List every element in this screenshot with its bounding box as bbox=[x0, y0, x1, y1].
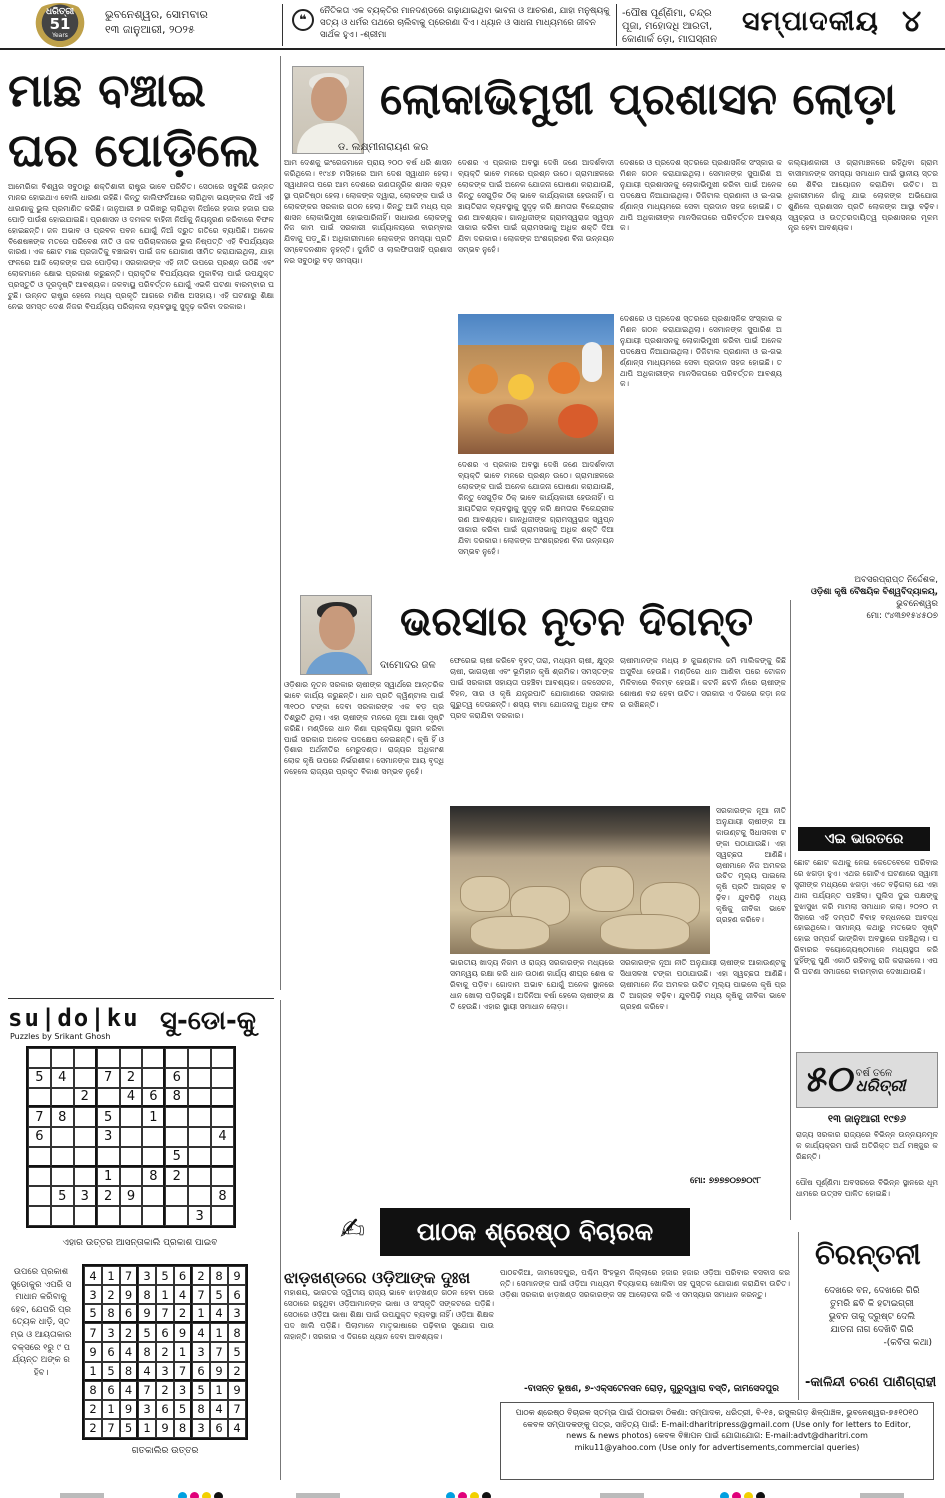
masthead-divider bbox=[616, 4, 617, 46]
sudoku-cell bbox=[28, 1048, 51, 1068]
chirantani-heading: ଚିରନ୍ତନୀ bbox=[815, 1238, 921, 1271]
sudoku-answer-cell: 2 bbox=[156, 1381, 174, 1400]
sudoku-cell: 3 bbox=[74, 1186, 97, 1206]
sudoku-cell bbox=[165, 1107, 188, 1127]
registration-dots bbox=[720, 1486, 768, 1495]
magenta-dot bbox=[458, 1492, 467, 1498]
sudoku-cell bbox=[188, 1127, 211, 1147]
sudoku-cell bbox=[74, 1167, 97, 1187]
sudoku-cell bbox=[188, 1107, 211, 1127]
sudoku-cell: 4 bbox=[211, 1127, 234, 1147]
sudoku-cell bbox=[28, 1206, 51, 1226]
sudoku-answer-cell: 6 bbox=[174, 1266, 192, 1285]
sudoku-answer-cell: 8 bbox=[102, 1304, 120, 1323]
sudoku-cell: 9 bbox=[120, 1186, 143, 1206]
sudoku-cell bbox=[211, 1068, 234, 1088]
sudoku-cell bbox=[142, 1147, 165, 1167]
registration-dots bbox=[178, 1486, 226, 1495]
main-body-col4: କଲ୍ୟାଣକାରୀ ଓ ଗ୍ରାମାଞ୍ଚଳରେ ରହିଥିବା ଗ୍ରାମବାସୀମାନଙ୍କ ସମସ୍ୟା ସମାଧାନ ପାଇଁ ସ୍ଥାନୀୟ ସ୍ତରରେ ଶିବିର ଆୟୋଜନ କରାଯିବା ଉଚିତ। ଅଧିକାରୀମାନେ ଗାଁକୁ ଯାଇ ଲୋକଙ୍କ ଅଭିଯୋଗ ଶୁଣିଲେ ପ୍ରଶାସନ ପ୍ରତି ଲୋକଙ୍କ ଆସ୍ଥା ବଢ଼ିବ। ସ୍ୱଚ୍ଛତା ଓ ଉତ୍ତରଦାୟିତ୍ୱ ପ୍ରଶାସନର ମୂଳମନ୍ତ୍ର ହେବା ଆବଶ୍ୟକ। bbox=[788, 158, 938, 233]
sudoku-answer-cell: 8 bbox=[138, 1342, 156, 1361]
sudoku-cell: 1 bbox=[97, 1167, 120, 1187]
issue-date-line2: ୧୩ ଜାନୁଆରୀ, ୨୦୨୫ bbox=[105, 23, 195, 36]
fifty-years-label: ବର୍ଷ ତଳେ bbox=[855, 1068, 893, 1079]
sudoku-cell bbox=[211, 1167, 234, 1187]
sudoku-answer-cell: 2 bbox=[156, 1342, 174, 1361]
editorial-body: ଆମେରିକା ବିଶ୍ୱର ସବୁଠାରୁ ଶକ୍ତିଶାଳୀ ରାଷ୍ଟ୍ର ଭାବେ ପରିଚିତ। ସେଠାରେ ସବୁକିଛି ଉନ୍ନତ ମାନର ହୋଇଥାଏ ବୋଲି ଧାରଣା ରହିଛି। କିନ୍ତୁ କାଲିଫର୍ନିଆରେ ଲାଗିଥିବା ଭୟଙ୍କର ନିଆଁ ଏହି ଧାରଣାକୁ ଭୁଲ ପ୍ରମାଣିତ କରିଛି। ଜାନୁଆରୀ ୭ ତାରିଖରୁ ଲାଗିଥିବା ନିଆଁରେ ହଜାର ହଜାର ଘର ପୋଡ଼ି ପାଉଁଶ ହୋଇଯାଇଛି। ପ୍ରଶାସନ ଓ ଦମକଳ ବାହିନୀ ନିଆଁକୁ ନିୟନ୍ତ୍ରଣ କରିବାରେ ବିଫଳ ହୋଇଛନ୍ତି। ଜଳ ଅଭାବ ଓ ପ୍ରବଳ ପବନ ଯୋଗୁଁ ନିଆଁ ଦ୍ରୁତ ଗତିରେ ବ୍ୟାପିଛି। ଅନେକ ବିଶେଷଜ୍ଞଙ୍କ ମତରେ ପରିବେଶ ନୀତି ଓ ଜଳ ପରିଚାଳନାରେ ଭୁଲ ନିଷ୍ପତ୍ତି ଏହି ବିପର୍ଯ୍ୟୟର କାରଣ। ଏକ ଛୋଟ ମାଛ ପ୍ରଜାତିକୁ ବଞ୍ଚାଇବା ପାଇଁ ଜଳ ଯୋଗାଣ ସୀମିତ କରାଯାଇଥିଲା, ଯାହା ଫଳରେ ଆଜି ଲୋକଙ୍କ ଘର ପୋଡ଼ିଲା। ସରକାରଙ୍କ ଏହି ନୀତି ଉପରେ ପ୍ରଶ୍ନ ଉଠିଛି ଏବଂ ଲୋକମାନେ କ୍ଷୋଭ ପ୍ରକାଶ କରୁଛନ୍ତି। ପ୍ରାକୃତିକ ବିପର୍ଯ୍ୟୟର ମୁକାବିଲା ପାଇଁ ଉପଯୁକ୍ତ ପ୍ରସ୍ତୁତି ଓ ଦୂରଦୃଷ୍ଟି ଆବଶ୍ୟକ। ଜଳବାୟୁ ପରିବର୍ତ୍ତନ ଯୋଗୁଁ ଏଭଳି ଘଟଣା ବାରମ୍ବାର ଘଟୁଛି। ଉନ୍ନତ ରାଷ୍ଟ୍ର ହେଲେ ମଧ୍ୟ ପ୍ରକୃତି ଆଗରେ ମଣିଷ ଅସହାୟ। ଏହି ଘଟଣାରୁ ଶିକ୍ଷା ନେଇ ସମସ୍ତ ଦେଶ ନିଜର ବିପର୍ଯ୍ୟୟ ପରିଚାଳନା ବ୍ୟବସ୍ଥାକୁ ସୁଦୃଢ଼ କରିବା ଦରକାର। bbox=[8, 182, 274, 311]
sudoku-answer-cell: 7 bbox=[228, 1400, 246, 1419]
sudoku-answer-cell: 7 bbox=[102, 1419, 120, 1438]
cyan-dot bbox=[720, 1492, 729, 1498]
daily-quote: ନୈତିକତା ଏକ ବ୍ୟକ୍ତିର ମାନଦଣ୍ଡରେ ଗଢ଼ାଯାଇଥିବା ଭାବନା ଓ ଆଚରଣ, ଯାହା ମନୁଷ୍ୟକୁ ସତ୍ୟ ଓ ଧର୍ମର ପଥରେ ଚାଲିବାକୁ ପ୍ରେରଣା ଦିଏ। ଧ୍ୟାନ ଓ ସାଧନା ମାଧ୍ୟମରେ ଜୀବନ ସାର୍ଥକ ହୁଏ। -ଶ୍ରୀମା bbox=[320, 6, 610, 40]
sudoku-answer-cell: 8 bbox=[84, 1381, 102, 1400]
fifty-years-banner bbox=[796, 1052, 938, 1108]
sudoku-cell: 6 bbox=[28, 1127, 51, 1147]
sudoku-answer-cell: 1 bbox=[84, 1362, 102, 1381]
sudoku-cell bbox=[74, 1206, 97, 1226]
author-phone: ମୋ: ୯୪୩୭୧୫୪୫୦୭ bbox=[866, 611, 938, 621]
anniversary-logo bbox=[28, 3, 92, 47]
sudoku-cell: 6 bbox=[165, 1068, 188, 1088]
sudoku-answer-cell: 1 bbox=[102, 1400, 120, 1419]
sudoku-answer-cell: 9 bbox=[174, 1323, 192, 1342]
sudoku-answer-cell: 8 bbox=[228, 1323, 246, 1342]
sudoku-instructions: ଉପରେ ପ୍ରକାଶ ସୁଡୋକୁର ଏପରି ସମାଧାନ କରିବାକୁ ହେବ, ଯେପରି ପ୍ରତ୍ୟେକ ଧାଡ଼ି, ସ୍ତମ୍ଭ ଓ ଆୟତାକାର ବକ୍ସରେ ୧ରୁ ୯ ପର୍ଯ୍ୟନ୍ତ ଅଙ୍କ ରହିବ। bbox=[10, 1267, 72, 1378]
sudoku-answer-cell: 1 bbox=[192, 1304, 210, 1323]
sudoku-cell bbox=[142, 1048, 165, 1068]
sudoku-cell bbox=[51, 1088, 74, 1108]
sudoku-answer-cell: 6 bbox=[192, 1362, 210, 1381]
sudoku-answer-caption: ଗତକାଲିର ଉତ୍ତର bbox=[131, 1446, 199, 1456]
sudoku-answer-cell: 5 bbox=[210, 1285, 228, 1304]
sudoku-puzzle-grid bbox=[26, 1046, 236, 1228]
sudoku-cell bbox=[97, 1088, 120, 1108]
sudoku-answer-cell: 1 bbox=[102, 1266, 120, 1285]
sudoku-cell bbox=[120, 1127, 143, 1147]
sudoku-cell: 3 bbox=[97, 1127, 120, 1147]
cyan-dot bbox=[446, 1492, 455, 1498]
spacer bbox=[284, 585, 786, 586]
sudoku-cell bbox=[142, 1186, 165, 1206]
sudoku-answer-cell: 7 bbox=[156, 1304, 174, 1323]
sudoku-cell: 2 bbox=[120, 1068, 143, 1088]
sudoku-answer-cell: 6 bbox=[210, 1419, 228, 1438]
day-notes: -ପୌଷ ପୂର୍ଣ୍ଣିମା, ଚନ୍ଦ୍ର ପୂଜା, ମହୋଦଧି ଆରତୀ, କୋଣାର୍କ ଡ଼ୋ, ମାଘସ୍ନାନ bbox=[622, 8, 718, 45]
magenta-dot bbox=[190, 1492, 199, 1498]
sudoku-answer-cell: 2 bbox=[102, 1285, 120, 1304]
pen-icon: ✍ bbox=[340, 1212, 366, 1247]
sudoku-cell: 8 bbox=[51, 1107, 74, 1127]
sudoku-cell bbox=[120, 1048, 143, 1068]
sudoku-cell bbox=[120, 1167, 143, 1187]
sudoku-answer-cell: 6 bbox=[102, 1381, 120, 1400]
sudoku-cell bbox=[188, 1186, 211, 1206]
main-body-col3: ଦେଶରେ ଓ ପ୍ରଦେଶ ସ୍ତରରେ ପ୍ରଶାସନିକ ସଂସ୍କାର କମିଶନ ଗଠନ କରାଯାଇଥିଲା। ସେମାନଙ୍କ ସୁପାରିଶ ଅନୁଯାୟୀ ପ୍ରଶାସନକୁ ଲୋକାଭିମୁଖୀ କରିବା ପାଇଁ ଅନେକ ପଦକ୍ଷେପ ନିଆଯାଇଥିଲା। ଡିଜିଟାଲ ପ୍ରଣାଳୀ ଓ ଇ-ଗଭର୍ଣ୍ଣାନ୍ସ ମାଧ୍ୟମରେ ସେବା ପ୍ରଦାନ ସହଜ ହୋଇଛି। ତଥାପି ଅଧିକାରୀଙ୍କ ମାନସିକତାରେ ପରିବର୍ତ୍ତନ ଆବଶ୍ୟକ। bbox=[620, 158, 782, 233]
sudoku-answer-cell: 7 bbox=[84, 1323, 102, 1342]
sudoku-answer-cell: 9 bbox=[210, 1362, 228, 1381]
poem-line: ଯାତନା ନାଗ ଦେଖିବି ଗିରି bbox=[830, 1325, 914, 1335]
sudoku-answer-cell: 2 bbox=[228, 1362, 246, 1381]
sudoku-answer-cell: 5 bbox=[138, 1323, 156, 1342]
sudoku-answer-cell: 4 bbox=[210, 1400, 228, 1419]
sudoku-cell bbox=[142, 1206, 165, 1226]
sudoku-answer-cell: 9 bbox=[120, 1285, 138, 1304]
sudoku-answer-cell: 3 bbox=[156, 1362, 174, 1381]
masthead bbox=[0, 0, 945, 50]
sudoku-answer-cell: 3 bbox=[84, 1285, 102, 1304]
sudoku-answer-cell: 6 bbox=[156, 1323, 174, 1342]
letter-signature: -ବାସନ୍ତ ଭୂଷଣ, ୭-ଏକ୍ସଟେନସନ ରୋଡ଼, ଗୁରୁଦ୍ୱାରା ବସ୍ତି, ଜାମସେଦପୁର bbox=[524, 1384, 779, 1394]
sudoku-answer-cell: 1 bbox=[138, 1419, 156, 1438]
sudoku-answer-cell: 4 bbox=[84, 1266, 102, 1285]
section-rule bbox=[8, 998, 274, 999]
registration-dots bbox=[446, 1486, 494, 1495]
sudoku-answer-cell: 4 bbox=[120, 1342, 138, 1361]
yellow-dot bbox=[470, 1492, 479, 1498]
sudoku-answer-cell: 2 bbox=[174, 1304, 192, 1323]
author-org: ଓଡ଼ିଶା କୃଷି ବୈଷୟିକ ବିଶ୍ୱବିଦ୍ୟାଳୟ, bbox=[811, 587, 938, 597]
sudoku-answer-cell: 1 bbox=[210, 1323, 228, 1342]
article2-col5: ଭାରତୀୟ ଖାଦ୍ୟ ନିଗମ ଓ ରାଜ୍ୟ ସରକାରଙ୍କ ମଧ୍ୟରେ ସମନ୍ୱୟ ରକ୍ଷା କରି ଧାନ ଉଠାଣ କାର୍ଯ୍ୟ ଶୀଘ୍ର ଶେଷ କରିବାକୁ ପଡ଼ିବ। ଗୋଦାମ ଅଭାବ ଯୋଗୁଁ ଅନେକ ସ୍ଥାନରେ ଧାନ ଖୋଲା ପଡ଼ିରହୁଛି। ଅଦିନିଆ ବର୍ଷା ହେଲେ ଚାଷୀଙ୍କ କ୍ଷତି ହେଉଛି। ଏହାର ସ୍ଥାୟୀ ସମାଧାନ ଲୋଡ଼ା। bbox=[450, 958, 614, 1011]
reader-heading: ପାଠକ ଶ୍ରେଷ୍ଠ ବିଚାରକ bbox=[380, 1208, 690, 1256]
sudoku-title: su|do|ku bbox=[8, 1004, 140, 1032]
sudoku-cell bbox=[97, 1147, 120, 1167]
sudoku-cell bbox=[165, 1127, 188, 1147]
article2-col1: ଓଡ଼ିଶାର ନୂତନ ସରକାର ଚାଷୀଙ୍କ ସ୍ୱାର୍ଥରେ ଆନ୍ତରିକ ଭାବେ କାର୍ଯ୍ୟ କରୁଛନ୍ତି। ଧାନ ପ୍ରତି କ୍ୱିଣ୍ଟାଲ ପାଇଁ ୩୧୦୦ ଟଙ୍କା ଦେବା ସରକାରଙ୍କ ଏକ ବଡ଼ ପ୍ରତିଶ୍ରୁତି ଥିଲା। ଏହା ଚାଷୀଙ୍କ ମନରେ ନୂଆ ଆଶା ସୃଷ୍ଟି କରିଛି। ମଣ୍ଡିରେ ଧାନ କିଣା ପ୍ରକ୍ରିୟା ସୁଗମ କରିବା ପାଇଁ ସରକାର ଅନେକ ପଦକ୍ଷେପ ନେଇଛନ୍ତି। କୃଷି ହିଁ ଓଡ଼ିଶାର ଅର୍ଥନୀତିର ମେରୁଦଣ୍ଡ। ରାଜ୍ୟର ଅଧିକାଂଶ ଲୋକ କୃଷି ଉପରେ ନିର୍ଭରଶୀଳ। ସେମାନଙ୍କ ଆୟ ବୃଦ୍ଧି ନହେଲେ ରାଜ୍ୟର ପ୍ରକୃତ ବିକାଶ ସମ୍ଭବ ନୁହେଁ। bbox=[284, 680, 444, 777]
sudoku-answer-cell: 9 bbox=[120, 1400, 138, 1419]
article2-phone: ମୋ: ୭୭୭୭୦୭୭୦୯୮ bbox=[690, 1176, 762, 1186]
sudoku-answer-cell: 7 bbox=[192, 1285, 210, 1304]
letter-body-col2: ପାଠଚକିଆ, ଜାମସେଦପୁର, ପଶ୍ଚିମ ସିଂହଭୂମ ଜିଲ୍ଲାରେ ହଜାର ହଜାର ଓଡ଼ିଆ ପରିବାର ବସବାସ କରନ୍ତି। ସେମାନଙ୍କ ପାଇଁ ଓଡ଼ିଆ ମାଧ୍ୟମ ବିଦ୍ୟାଳୟ ଖୋଲିବା ସହ ପୁସ୍ତକ ଯୋଗାଣ କରାଯିବା ଉଚିତ। ଓଡ଼ିଶା ସରକାର ଝାଡ଼ଖଣ୍ଡ ସରକାରଙ୍କ ସହ ଆଲୋଚନା କରି ଏ ସମସ୍ୟାର ସମାଧାନ କରନ୍ତୁ। bbox=[500, 1268, 790, 1299]
sudoku-cell bbox=[74, 1127, 97, 1147]
sudoku-cell: 5 bbox=[28, 1068, 51, 1088]
sudoku-answer-cell: 7 bbox=[138, 1381, 156, 1400]
sudoku-cell bbox=[188, 1048, 211, 1068]
sudoku-cell bbox=[120, 1206, 143, 1226]
sudoku-answer-cell: 6 bbox=[120, 1304, 138, 1323]
sudoku-cell bbox=[74, 1107, 97, 1127]
logo-years: 51 bbox=[49, 15, 71, 33]
sudoku-answer-cell: 3 bbox=[174, 1381, 192, 1400]
sudoku-answer-cell: 9 bbox=[84, 1342, 102, 1361]
registration-square bbox=[60, 1486, 104, 1495]
sudoku-cell bbox=[120, 1107, 143, 1127]
sudoku-cell bbox=[142, 1127, 165, 1147]
section-title: ସମ୍ପାଦକୀୟ bbox=[742, 6, 879, 37]
address-line2: କେବଳ ସମ୍ପାଦକଙ୍କୁ ପତ୍ର, ସାହିତ୍ୟ ପାଇଁ: E-mail:dharitripress@gmail.com (Use only for letters to Editor, bbox=[523, 1419, 911, 1429]
sudoku-cell bbox=[51, 1048, 74, 1068]
author-title: ଅବସରପ୍ରାପ୍ତ ନିର୍ଦ୍ଦେଶକ, bbox=[854, 575, 938, 585]
sudoku-answer-cell: 8 bbox=[174, 1419, 192, 1438]
logo-years-label: Years bbox=[52, 32, 68, 39]
sudoku-answer-cell: 7 bbox=[210, 1342, 228, 1361]
black-dot bbox=[214, 1492, 223, 1498]
sudoku-cell: 7 bbox=[97, 1068, 120, 1088]
sudoku-cell: 5 bbox=[165, 1147, 188, 1167]
masthead-divider bbox=[282, 4, 283, 46]
sudoku-answer-cell: 6 bbox=[102, 1342, 120, 1361]
article2-col3: ଚାଷୀମାନଙ୍କ ମଧ୍ୟ ୭ କୁଇଣ୍ଟାଲ ଜମି ମାଲିକଙ୍କୁ କିଛି ଅସୁବିଧା ହେଉଛି। ମଣ୍ଡିରେ ଧାନ ଆଣିବା ପରେ ଟୋକନ ମିଳିବାରେ ବିଳମ୍ବ ହେଉଛି। କଟନି ଛଟନି ନାଁରେ ଚାଷୀଙ୍କ ଶୋଷଣ ବନ୍ଦ ହେବା ଉଚିତ। ସରକାର ଏ ଦିଗରେ କଡ଼ା ନଜର ରଖିଛନ୍ତି। bbox=[620, 656, 786, 709]
article2-col4: ସରକାରଙ୍କ ନୂଆ ନୀତି ଅନୁଯାୟୀ ଚାଷୀଙ୍କ ଆକାଉଣ୍ଟକୁ ସିଧାସଳଖ ଟଙ୍କା ପଠାଯାଉଛି। ଏହା ସ୍ୱଚ୍ଛତା ଆଣିଛି। ଚାଷୀମାନେ ନିଜ ଅମଳର ଉଚିତ ମୂଲ୍ୟ ପାଇଲେ କୃଷି ପ୍ରତି ଆଗ୍ରହ ବଢ଼ିବ। ଯୁବପିଢ଼ି ମଧ୍ୟ କୃଷିକୁ ଜୀବିକା ଭାବେ ଗ୍ରହଣ କରିବେ। bbox=[716, 806, 786, 925]
sudoku-cell bbox=[97, 1048, 120, 1068]
sudoku-cell: 5 bbox=[51, 1186, 74, 1206]
sudoku-answer-cell: 9 bbox=[228, 1381, 246, 1400]
author2-photo bbox=[300, 595, 372, 675]
address-line3: news & news photos) କେବଳ ବିଜ୍ଞାପନ ପାଇଁ ଯୋଗାଯୋଗ: E-mail:advt@dharitri.com bbox=[566, 1431, 868, 1440]
letter-body-col1: ମହାଶୟ, ଭାରତର ଦ୍ୱିତୀୟ ରାଜ୍ୟ ଭାବେ ଝାଡ଼ଖଣ୍ଡ ଗଠନ ହେବା ପରେ ସେଠାରେ ରହୁଥିବା ଓଡ଼ିଆମାନଙ୍କ ଭାଷା ଓ ସଂସ୍କୃତି ସଙ୍କଟରେ ପଡ଼ିଛି। ସେଠାରେ ଓଡ଼ିଆ ଭାଷା ଶିକ୍ଷା ପାଇଁ ଉପଯୁକ୍ତ ବ୍ୟବସ୍ଥା ନାହିଁ। ଓଡ଼ିଆ ଶିକ୍ଷକ ପଦ ଖାଲି ପଡ଼ିଛି। ପିଲାମାନେ ମାତୃଭାଷାରେ ପଢ଼ିବାର ସୁଯୋଗ ପାଉନାହାନ୍ତି। ସରକାର ଏ ଦିଗରେ ଧ୍ୟାନ ଦେବା ଆବଶ୍ୟକ। bbox=[284, 1288, 494, 1341]
sudoku-answer-cell: 5 bbox=[84, 1304, 102, 1323]
sudoku-answer-cell: 8 bbox=[210, 1266, 228, 1285]
ek-bharatare-heading: ଏଇ ଭାରତରେ bbox=[798, 827, 930, 851]
sudoku-answer-cell: 9 bbox=[156, 1419, 174, 1438]
article2-headline: ଭରସାର ନୂତନ ଦିଗନ୍ତ bbox=[400, 599, 754, 645]
editorial-headline: ମାଛ ବଞ୍ଚାଇ ଘର ପୋଡ଼ିଲେ bbox=[8, 63, 260, 177]
sudoku-answer-cell: 6 bbox=[156, 1400, 174, 1419]
sudoku-note: ଏହାର ଉତ୍ତର ଆସନ୍ତାକାଲି ପ୍ରକାଶ ପାଇବ bbox=[62, 1238, 218, 1248]
sudoku-cell bbox=[51, 1206, 74, 1226]
sudoku-cell: 8 bbox=[211, 1186, 234, 1206]
fifty-years-brand: ଧରିତ୍ରୀ bbox=[855, 1076, 906, 1095]
sudoku-cell bbox=[74, 1068, 97, 1088]
poem-line: ଭୁବନ ତାକୁ ଦ୍ରୁଷ୍ଟ ଦେଲି bbox=[828, 1312, 916, 1322]
address-line4: miku11@yahoo.com (Use only for advertisements,commercial queries) bbox=[574, 1442, 860, 1452]
sudoku-answer-cell: 2 bbox=[84, 1419, 102, 1438]
fifty-years-item1: ରାଜ୍ୟ ସରକାର ରାଜ୍ୟରେ ବିଭିନ୍ନ ଉନ୍ନୟନମୂଳକ କାର୍ଯ୍ୟକ୍ରମ ପାଇଁ ଅତିରିକ୍ତ ଅର୍ଥ ମଞ୍ଜୁର କରିଛନ୍ତି। bbox=[796, 1130, 938, 1161]
sudoku-answer-cell: 1 bbox=[210, 1381, 228, 1400]
sudoku-answer-cell: 1 bbox=[156, 1285, 174, 1304]
sudoku-answer-cell: 3 bbox=[192, 1419, 210, 1438]
quote-icon: ❝ bbox=[292, 9, 314, 31]
cyan-dot bbox=[178, 1492, 187, 1498]
fifty-years-number: ୫୦ bbox=[803, 1059, 852, 1100]
article2-col2: ଫେରେଇ ଚାଷୀ କରିବେ ବୃହତ୍ ତାରା, ମଧ୍ୟମ ଚାଷୀ, କ୍ଷୁଦ୍ରଚାଷୀ, ଭାଗଚାଷୀ ଏବଂ ଭୂମିହୀନ କୃଷି ଶ୍ରମିକ। ସମସ୍ତଙ୍କ ପାଇଁ ସରକାରୀ ସହାୟତା ପହଞ୍ଚିବା ଆବଶ୍ୟକ। ଜଳସେଚନ, ବିହନ, ସାର ଓ କୃଷି ଯନ୍ତ୍ରପାତି ଯୋଗାଣରେ ସରକାର ଗୁରୁତ୍ୱ ଦେଉଛନ୍ତି। ଶସ୍ୟ ବୀମା ଯୋଜନାକୁ ଅଧିକ ଫଳପ୍ରଦ କରାଯିବା ଦରକାର। bbox=[450, 656, 614, 720]
poet-name: -କାଳିନ୍ଦୀ ଚରଣ ପାଣିଗ୍ରାହୀ bbox=[805, 1375, 937, 1390]
column-divider bbox=[280, 56, 281, 990]
sudoku-cell bbox=[120, 1147, 143, 1167]
sudoku-answer-cell: 4 bbox=[228, 1419, 246, 1438]
sudoku-answer-cell: 4 bbox=[138, 1362, 156, 1381]
sudoku-cell bbox=[211, 1107, 234, 1127]
sudoku-cell bbox=[28, 1147, 51, 1167]
issue-date bbox=[105, 7, 275, 37]
sudoku-cell bbox=[211, 1048, 234, 1068]
sudoku-answer-cell: 4 bbox=[174, 1285, 192, 1304]
column-divider bbox=[790, 600, 791, 1220]
sudoku-cell bbox=[51, 1127, 74, 1147]
sudoku-cell bbox=[28, 1167, 51, 1187]
issue-date-line1: ଭୁବନେଶ୍ୱର, ସୋମବାର bbox=[105, 8, 208, 21]
author-photo bbox=[292, 66, 364, 154]
sudoku-answer-cell: 4 bbox=[192, 1323, 210, 1342]
sudoku-cell bbox=[165, 1048, 188, 1068]
letter-title: ଝାଡ଼ଖଣ୍ଡରେ ଓଡ଼ିଆଙ୍କ ଦୁଃଖ bbox=[284, 1268, 471, 1287]
sudoku-answer-cell: 3 bbox=[192, 1342, 210, 1361]
logo-brand: ଧରିତ୍ରୀ bbox=[45, 7, 75, 17]
sudoku-cell: 5 bbox=[97, 1107, 120, 1127]
sudoku-answer-cell: 2 bbox=[192, 1266, 210, 1285]
sudoku-answer-cell: 5 bbox=[102, 1362, 120, 1381]
sudoku-answer-cell: 4 bbox=[210, 1304, 228, 1323]
sudoku-cell bbox=[28, 1088, 51, 1108]
yellow-dot bbox=[744, 1492, 753, 1498]
sudoku-cell: 2 bbox=[74, 1088, 97, 1108]
page-number: ୪ bbox=[902, 4, 922, 39]
main-body-col3b: ଦେଶରେ ଓ ପ୍ରଦେଶ ସ୍ତରରେ ପ୍ରଶାସନିକ ସଂସ୍କାର କମିଶନ ଗଠନ କରାଯାଇଥିଲା। ସେମାନଙ୍କ ସୁପାରିଶ ଅନୁଯାୟୀ ପ୍ରଶାସନକୁ ଲୋକାଭିମୁଖୀ କରିବା ପାଇଁ ଅନେକ ପଦକ୍ଷେପ ନିଆଯାଇଥିଲା। ଡିଜିଟାଲ ପ୍ରଣାଳୀ ଓ ଇ-ଗଭର୍ଣ୍ଣାନ୍ସ ମାଧ୍ୟମରେ ସେବା ପ୍ରଦାନ ସହଜ ହୋଇଛି। ତଥାପି ଅଧିକାରୀଙ୍କ ମାନସିକତାରେ ପରିବର୍ତ୍ତନ ଆବଶ୍ୟକ। bbox=[620, 314, 782, 389]
sudoku-cell bbox=[97, 1206, 120, 1226]
article2-col6: ସରକାରଙ୍କ ନୂଆ ନୀତି ଅନୁଯାୟୀ ଚାଷୀଙ୍କ ଆକାଉଣ୍ଟକୁ ସିଧାସଳଖ ଟଙ୍କା ପଠାଯାଉଛି। ଏହା ସ୍ୱଚ୍ଛତା ଆଣିଛି। ଚାଷୀମାନେ ନିଜ ଅମଳର ଉଚିତ ମୂଲ୍ୟ ପାଇଲେ କୃଷି ପ୍ରତି ଆଗ୍ରହ ବଢ଼ିବ। ଯୁବପିଢ଼ି ମଧ୍ୟ କୃଷିକୁ ଜୀବିକା ଭାବେ ଗ୍ରହଣ କରିବେ। bbox=[620, 958, 786, 1011]
sudoku-cell bbox=[211, 1206, 234, 1226]
fifty-years-date: ୧୩ ଜାନୁଆରୀ ୧୯୭୬ bbox=[827, 1114, 907, 1125]
sudoku-cell bbox=[165, 1206, 188, 1226]
magenta-dot bbox=[732, 1492, 741, 1498]
sudoku-answer-cell: 8 bbox=[120, 1362, 138, 1381]
ek-bharatare-body: ଛୋଟ ଛୋଟ କଥାକୁ ନେଇ କେତେବେଳେ ପରିବାରରେ ଝଗଡ଼ା ହୁଏ। ଏଥର ଗୋଟିଏ ଘଟଣାରେ ସ୍ୱାମୀ ସ୍ତ୍ରୀଙ୍କ ମଧ୍ୟରେ ଝଗଡ଼ା ଏତେ ବଢ଼ିଗଲା ଯେ ଏହା ଥାନା ପର୍ଯ୍ୟନ୍ତ ପହଞ୍ଚିଲା। ପୁଲିସ ଦୁଇ ପକ୍ଷଙ୍କୁ ବୁଝାସୁଝା କରି ମାମଲା ସମାଧାନ କଲା। ୨୦୨୦ ମସିହାରେ ଏହି ଦମ୍ପତି ବିବାହ ବନ୍ଧନରେ ଆବଦ୍ଧ ହୋଇଥିଲେ। ସାମାନ୍ୟ କଥାରୁ ମତଭେଦ ସୃଷ୍ଟି ହୋଇ ସମ୍ପର୍କ ଭାଙ୍ଗିବା ଅବସ୍ଥାରେ ପହଞ୍ଚିଥିଲା। ପରିବାରର ବୟୋଜ୍ୟେଷ୍ଠମାନେ ମଧ୍ୟସ୍ଥତା କରି ଦୁହିଁଙ୍କୁ ପୁଣି ଏକାଠି ରହିବାକୁ ରାଜି କରାଇଲେ। ଏପରି ଘଟଣା ସମାଜରେ ବାରମ୍ବାର ଦେଖାଯାଉଛି। bbox=[794, 858, 938, 977]
main-body-col2b: ଦେଶର ଏ ପ୍ରକାର ଅବସ୍ଥା ଦେଖି ଜଣେ ଆଦର୍ଶବାଦୀ ବ୍ୟକ୍ତି ଭାବେ ମନରେ ପ୍ରଶ୍ନ ଉଠେ। ଗ୍ରାମାଞ୍ଚଳରେ ଲୋକଙ୍କ ପାଇଁ ଅନେକ ଯୋଜନା ଘୋଷଣା କରାଯାଉଛି, କିନ୍ତୁ ସେଗୁଡ଼ିକ ଠିକ୍ ଭାବେ କାର୍ଯ୍ୟକାରୀ ହେଉନାହିଁ। ପଞ୍ଚାୟତିରାଜ ବ୍ୟବସ୍ଥାକୁ ସୁଦୃଢ଼ କରି କ୍ଷମତାର ବିକେନ୍ଦ୍ରୀକରଣ ଆବଶ୍ୟକ। ଗାନ୍ଧିଜୀଙ୍କ ଗ୍ରାମସ୍ୱରାଜ ସ୍ୱପ୍ନ ସାକାର କରିବା ପାଇଁ ଗ୍ରାମସଭାକୁ ଅଧିକ ଶକ୍ତି ଦିଆଯିବା ଦରକାର। ଲୋକଙ୍କ ଅଂଶଗ୍ରହଣ ବିନା ଉନ୍ନୟନ ସମ୍ଭବ ନୁହେଁ। bbox=[458, 460, 614, 557]
registration-square bbox=[860, 1486, 904, 1495]
sudoku-answer-cell: 5 bbox=[156, 1266, 174, 1285]
column-divider bbox=[280, 1000, 281, 1480]
main-body-col1: ଆମ ଦେଶକୁ ଇଂରେଜମାନେ ପ୍ରାୟ ୨୦୦ ବର୍ଷ ଧରି ଶାସନ କରିଥିଲେ। ୧୯୪୭ ମସିହାରେ ଆମ ଦେଶ ସ୍ୱାଧୀନ ହେଲା। ସ୍ୱାଧୀନତା ପରେ ଆମ ଦେଶରେ ଗଣତାନ୍ତ୍ରିକ ଶାସନ ବ୍ୟବସ୍ଥା ପ୍ରତିଷ୍ଠା ହେଲା। ଲୋକଙ୍କ ଦ୍ୱାରା, ଲୋକଙ୍କ ପାଇଁ ଓ ଲୋକଙ୍କର ସରକାର ଗଠନ ହେଲା। କିନ୍ତୁ ଆଜି ମଧ୍ୟ ପ୍ରଶାସନ ଲୋକାଭିମୁଖୀ ହୋଇପାରିନାହିଁ। ସାଧାରଣ ଲୋକଙ୍କୁ ନିଜ କାମ ପାଇଁ ସରକାରୀ କାର୍ଯ୍ୟାଳୟରେ ବାରମ୍ବାର ଯିବାକୁ ପଡ଼ୁଛି। ଅଧିକାରୀମାନେ ଲୋକଙ୍କ ସମସ୍ୟା ପ୍ରତି ସମ୍ବେଦନଶୀଳ ନୁହନ୍ତି। ଦୁର୍ନୀତି ଓ ଲାଲଫିତାସାହି ପ୍ରଶାସନର ସବୁଠାରୁ ବଡ଼ ସମସ୍ୟା। bbox=[284, 158, 452, 266]
poem-source: -(କବିତା କଥା) bbox=[883, 1338, 932, 1348]
poem-line: ଦେଖରେ ବନ, ଦେଖରେ ଗିରି bbox=[824, 1286, 920, 1296]
address-line1: ପାଠକ ଶ୍ରେଷ୍ଠ ବିଚାରକ ସ୍ତମ୍ଭ ପାଇଁ ପଠାଇବା ଠିକଣା: ସମ୍ପାଦକ, ଧରିତ୍ରୀ, ବି-୧୫, ରସୁଲଗଡ଼ ଶିଳ୍ପାଞ୍ଚଳ, ଭୁବନେଶ୍ୱର-୭୫୧୦୧୦ bbox=[515, 1408, 919, 1417]
sudoku-cell bbox=[28, 1186, 51, 1206]
main-body-col2: ଦେଶର ଏ ପ୍ରକାର ଅବସ୍ଥା ଦେଖି ଜଣେ ଆଦର୍ଶବାଦୀ ବ୍ୟକ୍ତି ଭାବେ ମନରେ ପ୍ରଶ୍ନ ଉଠେ। ଗ୍ରାମାଞ୍ଚଳରେ ଲୋକଙ୍କ ପାଇଁ ଅନେକ ଯୋଜନା ଘୋଷଣା କରାଯାଉଛି, କିନ୍ତୁ ସେଗୁଡ଼ିକ ଠିକ୍ ଭାବେ କାର୍ଯ୍ୟକାରୀ ହେଉନାହିଁ। ପଞ୍ଚାୟତିରାଜ ବ୍ୟବସ୍ଥାକୁ ସୁଦୃଢ଼ କରି କ୍ଷମତାର ବିକେନ୍ଦ୍ରୀକରଣ ଆବଶ୍ୟକ। ଗାନ୍ଧିଜୀଙ୍କ ଗ୍ରାମସ୍ୱରାଜ ସ୍ୱପ୍ନ ସାକାର କରିବା ପାଇଁ ଗ୍ରାମସଭାକୁ ଅଧିକ ଶକ୍ତି ଦିଆଯିବା ଦରକାର। ଲୋକଙ୍କ ଅଂଶଗ୍ରହଣ ବିନା ଉନ୍ନୟନ ସମ୍ଭବ ନୁହେଁ। bbox=[458, 158, 614, 255]
sudoku-cell bbox=[188, 1147, 211, 1167]
sudoku-answer-cell: 3 bbox=[102, 1323, 120, 1342]
author-info bbox=[788, 574, 938, 622]
rally-photo bbox=[458, 314, 614, 454]
sudoku-answer-cell: 5 bbox=[192, 1381, 210, 1400]
sudoku-answer-cell: 5 bbox=[120, 1419, 138, 1438]
sudoku-cell bbox=[165, 1186, 188, 1206]
sudoku-cell: 2 bbox=[97, 1186, 120, 1206]
sudoku-cell: 8 bbox=[165, 1088, 188, 1108]
grain-warehouse-photo bbox=[450, 806, 710, 954]
sudoku-title-odia: ସୁ-ଡୋ-କୁ bbox=[160, 1006, 256, 1036]
sudoku-answer-cell: 2 bbox=[120, 1323, 138, 1342]
sudoku-cell bbox=[188, 1088, 211, 1108]
sudoku-answer-cell: 9 bbox=[228, 1266, 246, 1285]
sudoku-cell bbox=[51, 1167, 74, 1187]
sudoku-cell bbox=[211, 1088, 234, 1108]
sudoku-cell bbox=[74, 1048, 97, 1068]
sudoku-cell: 4 bbox=[120, 1088, 143, 1108]
sudoku-cell: 4 bbox=[51, 1068, 74, 1088]
sudoku-answer-cell: 7 bbox=[120, 1266, 138, 1285]
black-dot bbox=[482, 1492, 491, 1498]
sudoku-cell bbox=[188, 1167, 211, 1187]
main-byline: ଡ. ଲକ୍ଷ୍ମୀନାରାୟଣ କର bbox=[338, 142, 429, 153]
sudoku-cell bbox=[142, 1068, 165, 1088]
sudoku-answer-cell: 7 bbox=[174, 1362, 192, 1381]
sudoku-answer-cell: 6 bbox=[228, 1285, 246, 1304]
sudoku-answer-cell: 8 bbox=[192, 1400, 210, 1419]
sudoku-cell bbox=[211, 1147, 234, 1167]
black-dot bbox=[756, 1492, 765, 1498]
sudoku-answer-cell: 3 bbox=[228, 1304, 246, 1323]
sudoku-answer-cell: 5 bbox=[174, 1400, 192, 1419]
author-place: ଭୁବନେଶ୍ୱର bbox=[896, 599, 938, 609]
sudoku-answer-cell: 5 bbox=[228, 1342, 246, 1361]
sudoku-cell bbox=[74, 1147, 97, 1167]
yellow-dot bbox=[202, 1492, 211, 1498]
sudoku-answer-cell: 2 bbox=[84, 1400, 102, 1419]
article2-byline: ଦାମୋଦର ଜଳ bbox=[380, 660, 436, 671]
sudoku-byline: Puzzles by Srikant Ghosh bbox=[10, 1032, 111, 1041]
sudoku-answer-cell: 3 bbox=[138, 1266, 156, 1285]
main-headline: ଲୋକାଭିମୁଖୀ ପ୍ରଶାସନ ଲୋଡ଼ା bbox=[380, 74, 897, 125]
fifty-years-item2: ପୌଷ ପୂର୍ଣ୍ଣିମା ଅବସରରେ ବିଭିନ୍ନ ସ୍ଥାନରେ ଧୂମଧାମରେ ଉତ୍ସବ ପାଳିତ ହୋଇଛି। bbox=[796, 1178, 938, 1198]
sudoku-answer-cell: 4 bbox=[120, 1381, 138, 1400]
sudoku-cell: 2 bbox=[165, 1167, 188, 1187]
chirantani-poem bbox=[812, 1285, 932, 1350]
registration-square bbox=[600, 1486, 644, 1495]
sudoku-cell: 1 bbox=[142, 1107, 165, 1127]
sudoku-answer-grid bbox=[82, 1264, 248, 1440]
poem-line: ତୁମରି ଛବି କି ହଟାଇଗ୍ରୀ bbox=[830, 1299, 914, 1309]
sudoku-answer-cell: 3 bbox=[138, 1400, 156, 1419]
sudoku-cell: 7 bbox=[28, 1107, 51, 1127]
sudoku-answer-cell: 8 bbox=[138, 1285, 156, 1304]
reader-address-box bbox=[500, 1402, 934, 1480]
registration-square bbox=[296, 1486, 340, 1495]
column-divider bbox=[798, 1232, 799, 1400]
sudoku-answer-cell: 9 bbox=[138, 1304, 156, 1323]
sudoku-cell: 8 bbox=[142, 1167, 165, 1187]
sudoku-cell: 3 bbox=[188, 1206, 211, 1226]
sudoku-cell bbox=[188, 1068, 211, 1088]
sudoku-cell: 6 bbox=[142, 1088, 165, 1108]
sudoku-cell bbox=[51, 1147, 74, 1167]
sudoku-answer-cell: 1 bbox=[174, 1342, 192, 1361]
